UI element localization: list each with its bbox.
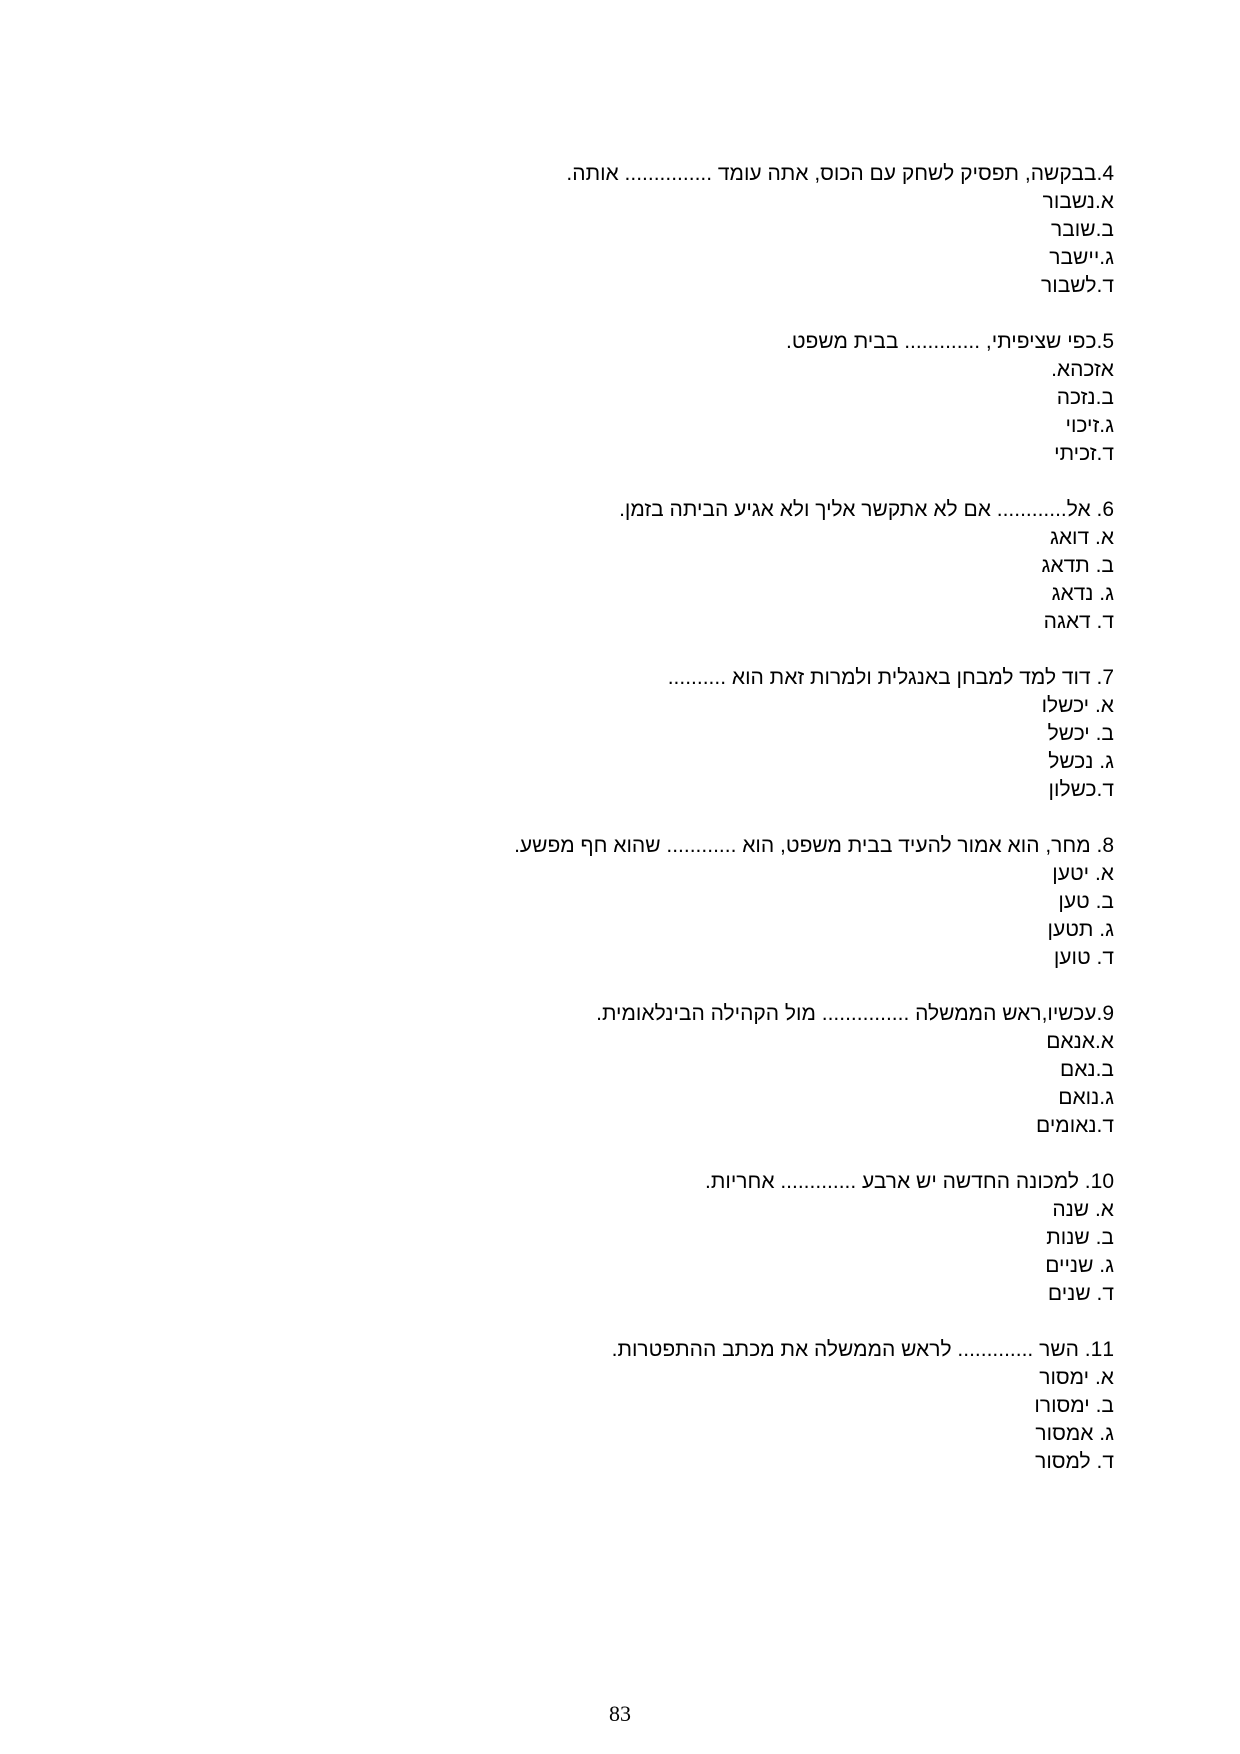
question-text: 5.כפי שציפיתי, ............. בבית משפט. [785,330,1114,353]
question-text: 10. למכונה החדשה יש ארבע ............. אחריות. [705,1170,1114,1193]
answer-options [214,1028,1114,1140]
answer-option: ב.נאם [1060,1058,1114,1081]
question-text: 7. דוד למד למבחן באנגלית ולמרות זאת הוא .......... [667,666,1114,689]
question-11 [214,1336,1114,1476]
question-text: 4.בבקשה, תפסיק לשחק עם הכוס, אתה עומד ............... אותה. [566,162,1114,185]
answer-option: ב. יכשל [1047,722,1114,745]
question-text: 11. השר ............. לראש הממשלה את מכתב ההתפטרות. [611,1338,1114,1361]
answer-option: ג. תטען [1047,918,1114,941]
answer-options [214,860,1114,972]
answer-option: ד. טוען [1053,946,1114,969]
answer-option: ד. למסור [1035,1450,1114,1473]
question-4 [214,160,1114,300]
answer-option: ג.יישבר [1049,246,1114,269]
answer-option: ג. נדאג [1051,582,1114,605]
answer-option: ג. אמסור [1035,1422,1114,1445]
answer-option: א.אנאם [1046,1030,1114,1053]
question-7 [214,664,1114,804]
answer-options [214,1196,1114,1308]
question-text: 9.עכשיו,ראש הממשלה ............... מול הקהילה הבינלאומית. [596,1002,1114,1025]
answer-option: א. דואג [1049,526,1114,549]
answer-option: ב. טען [1058,890,1114,913]
answer-option: ג. נכשל [1048,750,1114,773]
question-10 [214,1168,1114,1308]
answer-option: ב.שובר [1051,218,1114,241]
question-text: 6. אל............ אם לא אתקשר אליך ולא אגיע הביתה בזמן. [619,498,1114,521]
question-8 [214,832,1114,972]
answer-option: ב. שנות [1046,1226,1114,1249]
questions-list [214,160,1114,1504]
answer-option: א. ימסור [1039,1366,1114,1389]
answer-options [214,356,1114,468]
answer-option: ג.נואם [1058,1086,1114,1109]
answer-option: ג.זיכוי [1065,414,1114,437]
answer-option: ד.כשלון [1048,778,1114,801]
answer-option: ב.נזכה [1056,386,1114,409]
answer-option: ד.לשבור [1041,274,1114,297]
answer-options [214,188,1114,300]
question-5 [214,328,1114,468]
answer-option: א. יכשלו [1041,694,1114,717]
answer-options [214,692,1114,804]
question-text: 8. מחר, הוא אמור להעיד בבית משפט, הוא ............ שהוא חף מפשע. [514,834,1114,857]
page-number: 83 [609,1701,631,1726]
answer-options [214,1364,1114,1476]
answer-option: ד.זכיתי [1054,442,1114,465]
answer-option: א. יטען [1052,862,1114,885]
answer-option: ב. ימסורו [1034,1394,1114,1417]
answer-option: ב. תדאג [1041,554,1114,577]
answer-option: ד. דאגה [1043,610,1114,633]
answer-option: ד. שנים [1047,1282,1114,1305]
question-6 [214,496,1114,636]
answer-option: אזכהא. [1051,358,1114,381]
answer-option: א. שנה [1052,1198,1114,1221]
answer-options [214,524,1114,636]
answer-option: א.נשבור [1042,190,1114,213]
answer-option: ג. שניים [1045,1254,1114,1277]
answer-option: ד.נאומים [1036,1114,1114,1137]
question-9 [214,1000,1114,1140]
